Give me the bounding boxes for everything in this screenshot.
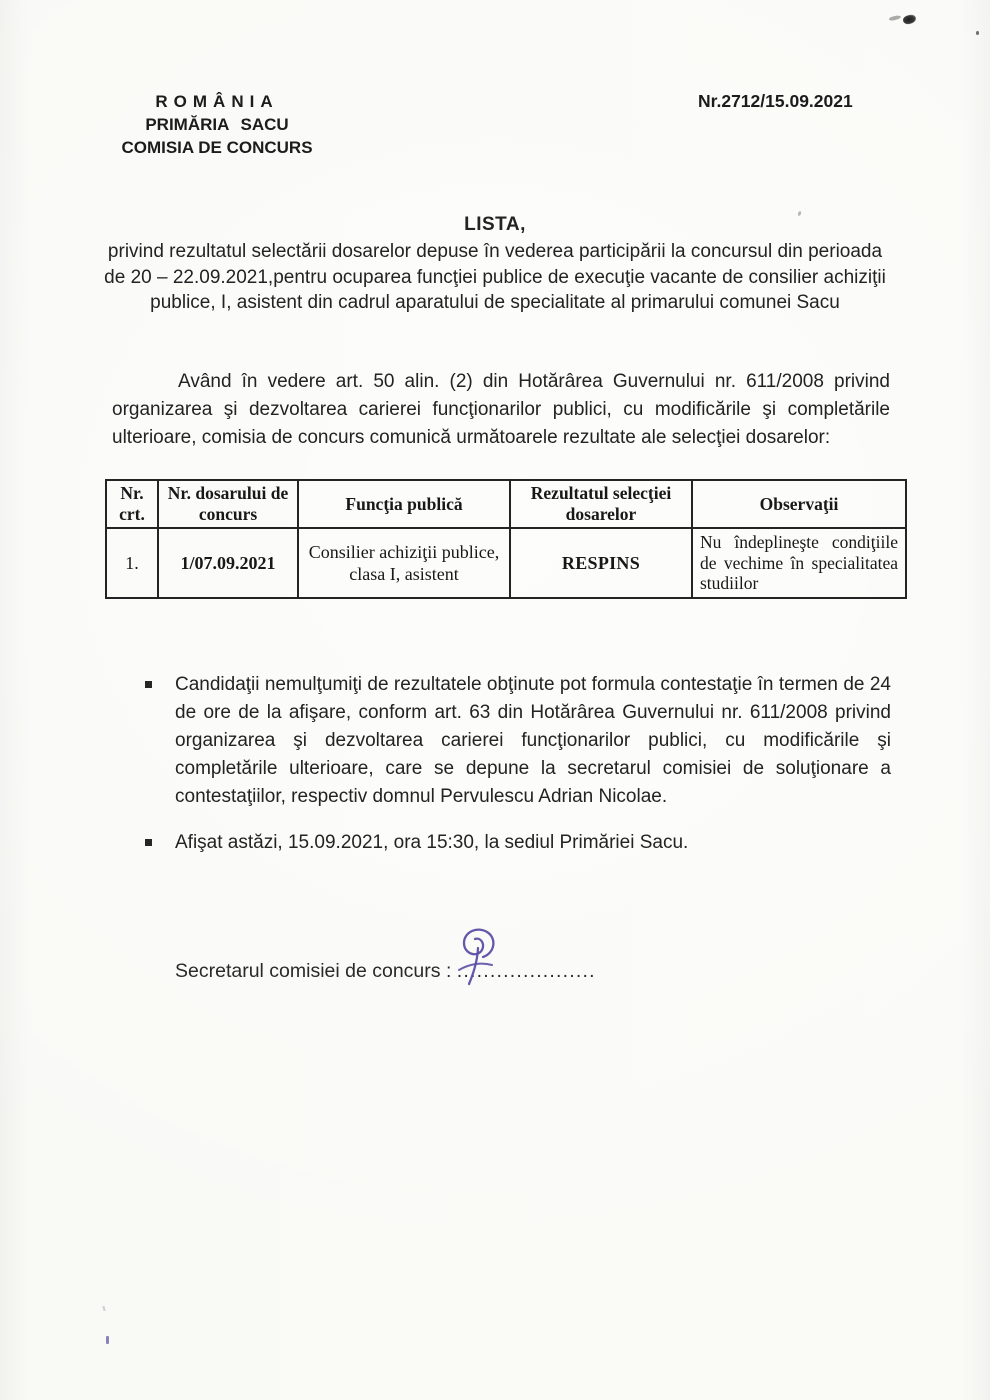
column-header-functia: Funcţia publică [298,480,510,528]
signature-dotted-line: ..................... [456,960,596,982]
signature-label: Secretarul comisiei de concurs : [175,960,457,982]
cell-observatii: Nu îndeplineşte condiţiile de vechime în specialitatea studiilor [692,528,906,598]
column-header-rezultat: Rezultatul selecţiei dosarelor [510,480,692,528]
results-table [105,479,907,599]
note-posted-date: Afişat astăzi, 15.09.2021, ora 15:30, la sediul Primăriei Sacu. [175,832,689,853]
letterhead-committee: COMISIA DE CONCURS [121,138,313,157]
document-subtitle: privind rezultatul selectării dosarelor depuse în vederea participării la concursul din perioada de 20 – 22.09.2021,pentru ocuparea funcţiei publice de execuţie vacante de consilier achiziţii publice, I, asistent din cadrul aparatului de specialitate al primarului comunei Sacu [104,241,886,313]
document-registration-number: Nr.2712/15.09.2021 [698,91,853,111]
signature-line [175,960,596,983]
intro-paragraph: Având în vedere art. 50 alin. (2) din Hotărârea Guvernului nr. 611/2008 privind organizarea şi dezvoltarea carierei funcţionarilor publici, cu modificările şi completările ulterioare, comisia de concurs comunică următoarele rezultate ale selecţiei dosarelor: [112,371,890,448]
column-header-observatii: Observaţii [692,480,906,528]
scan-ink-tick-artifact [106,1336,109,1344]
column-header-nr-crt: Nr. crt. [106,480,158,528]
table-header-row [106,480,906,528]
letterhead-institution: PRIMĂRIA SACU [145,115,289,134]
cell-rezultat: RESPINS [510,528,692,598]
notes-list [143,671,891,857]
bullet-square-icon [145,839,152,846]
list-item [143,671,891,811]
title-block [100,214,890,316]
cell-nr-dosar: 1/07.09.2021 [158,528,298,598]
cell-functia: Consilier achiziţii publice, clasa I, asistent [298,528,510,598]
scan-speck-artifact [102,1306,105,1311]
column-header-nr-dosar: Nr. dosarului de concurs [158,480,298,528]
cell-nr-crt: 1. [106,528,158,598]
scan-smudge-artifact [889,15,902,22]
note-contestation: Candidaţii nemulţumiţi de rezultatele obţinute pot formula contestaţie în termen de 24 de ore de la afişare, conform art. 63 din Hotărârea Guvernului nr. 611/2008 privind organizarea şi dezvoltarea carierei funcţionarilor publici, cu modificările şi completările ulterioare, care se depune la secretarul comisiei de soluţionare a contestaţiilor, respectiv domnul Pervulescu Adrian Nicolae. [175,674,891,807]
scan-dot-artifact [976,31,979,35]
bullet-square-icon [145,681,152,688]
letterhead [108,90,326,159]
document-title: LISTA, [464,214,526,235]
scan-smudge-artifact [902,14,916,25]
table-row [106,528,906,598]
letterhead-country: ROMÂNIA [155,92,279,111]
handwritten-signature [450,926,504,992]
list-item [143,829,891,857]
